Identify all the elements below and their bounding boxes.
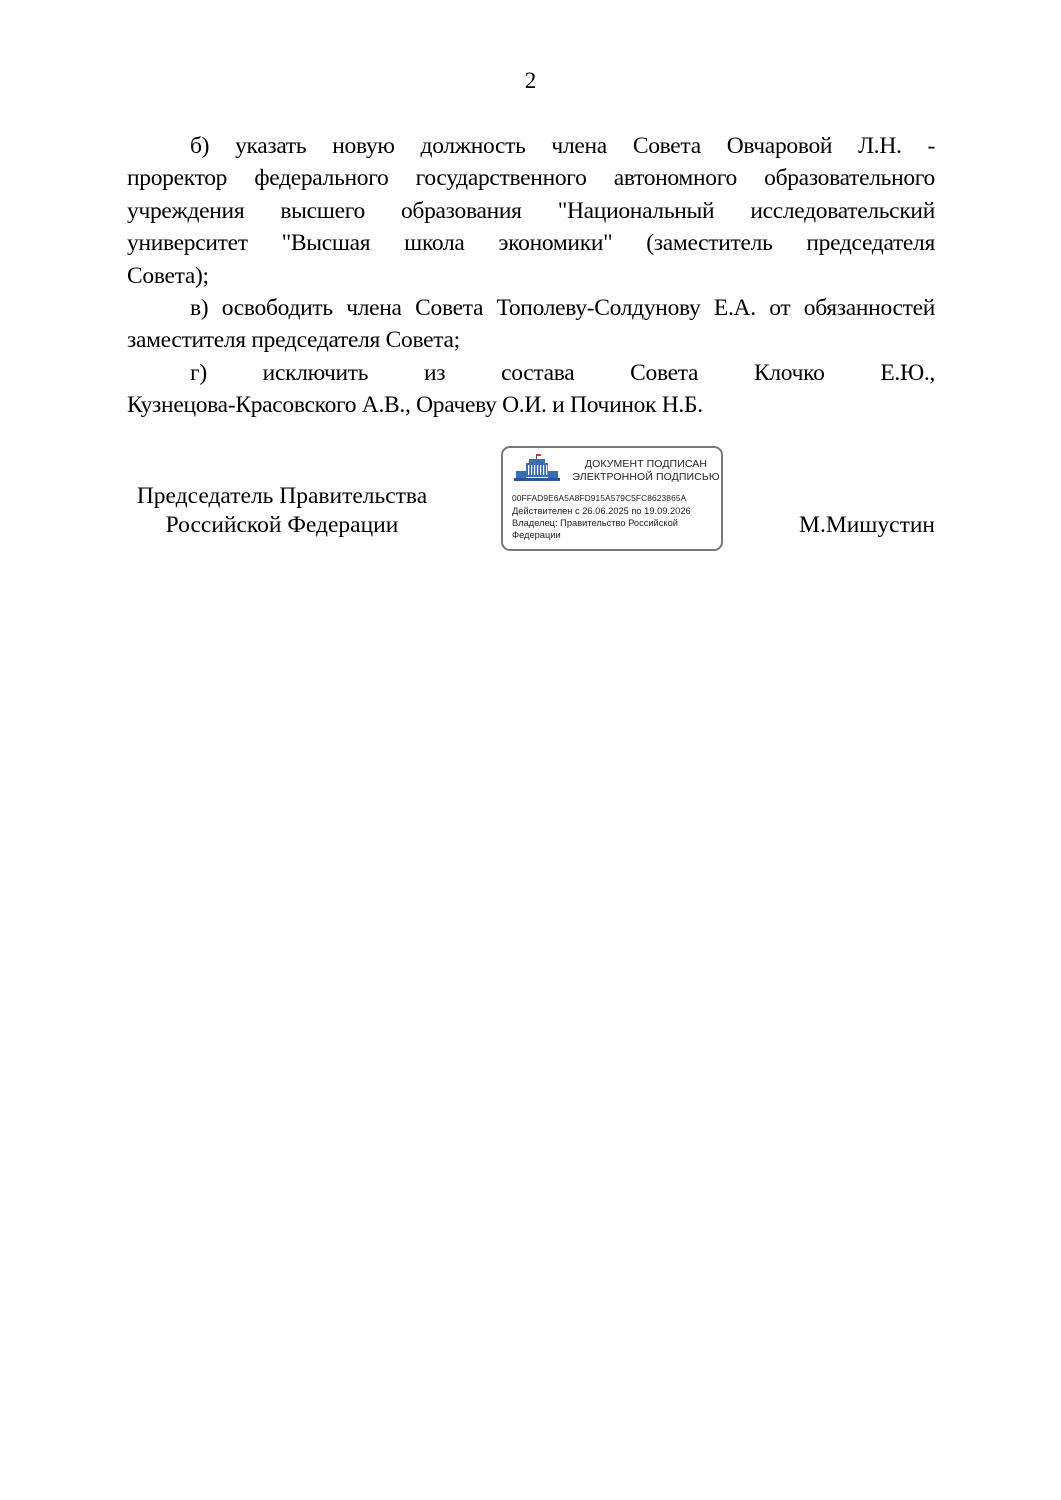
- signatory-title-line: Председатель Правительства: [136, 483, 428, 509]
- electronic-signature-stamp: [501, 446, 723, 551]
- signatory-name: М.Мишустин: [799, 512, 935, 538]
- certificate-validity: Действителен с 26.06.2025 по 19.09.2026: [512, 506, 691, 516]
- certificate-owner: [512, 518, 712, 541]
- text-line: учреждения высшего образования "Национальный исследовательский: [127, 197, 935, 224]
- paragraph-v: [127, 292, 935, 357]
- page-number: 2: [524, 68, 537, 93]
- text-line: заместителя председателя Совета;: [127, 327, 460, 354]
- text-line: проректор федерального государственного автономного образовательного: [127, 165, 935, 192]
- signatory-title-line: Российской Федерации: [165, 512, 399, 538]
- signatory-title: [127, 482, 437, 540]
- text-line: Кузнецова-Красовского А.В., Орачеву О.И. и Починок Н.Б.: [127, 392, 703, 419]
- certificate-serial: 00FFAD9E6A5A8FD915A579C5FC8623865A: [512, 493, 687, 503]
- stamp-heading-line: ЭЛЕКТРОННОЙ ПОДПИСЬЮ: [572, 471, 720, 483]
- stamp-heading-line: ДОКУМЕНТ ПОДПИСАН: [584, 458, 708, 470]
- certificate-owner-line: Владелец: Правительство Российской: [512, 518, 678, 528]
- certificate-owner-line: Федерации: [512, 529, 561, 540]
- paragraph-b: [127, 130, 935, 292]
- text-line: в) освободить члена Совета Тополеву-Солдунову Е.А. от обязанностей: [190, 295, 935, 322]
- text-line: г) исключить из состава Совета Клочко Е.Ю.,: [190, 359, 935, 386]
- document-body: [127, 130, 935, 422]
- stamp-heading: [571, 458, 721, 484]
- government-building-icon: [512, 453, 562, 483]
- text-line: университет "Высшая школа экономики" (заместитель председателя: [127, 230, 935, 257]
- paragraph-g: [127, 357, 935, 422]
- text-line: б) указать новую должность члена Совета Овчаровой Л.Н. -: [190, 133, 935, 159]
- text-line: Совета);: [127, 262, 209, 289]
